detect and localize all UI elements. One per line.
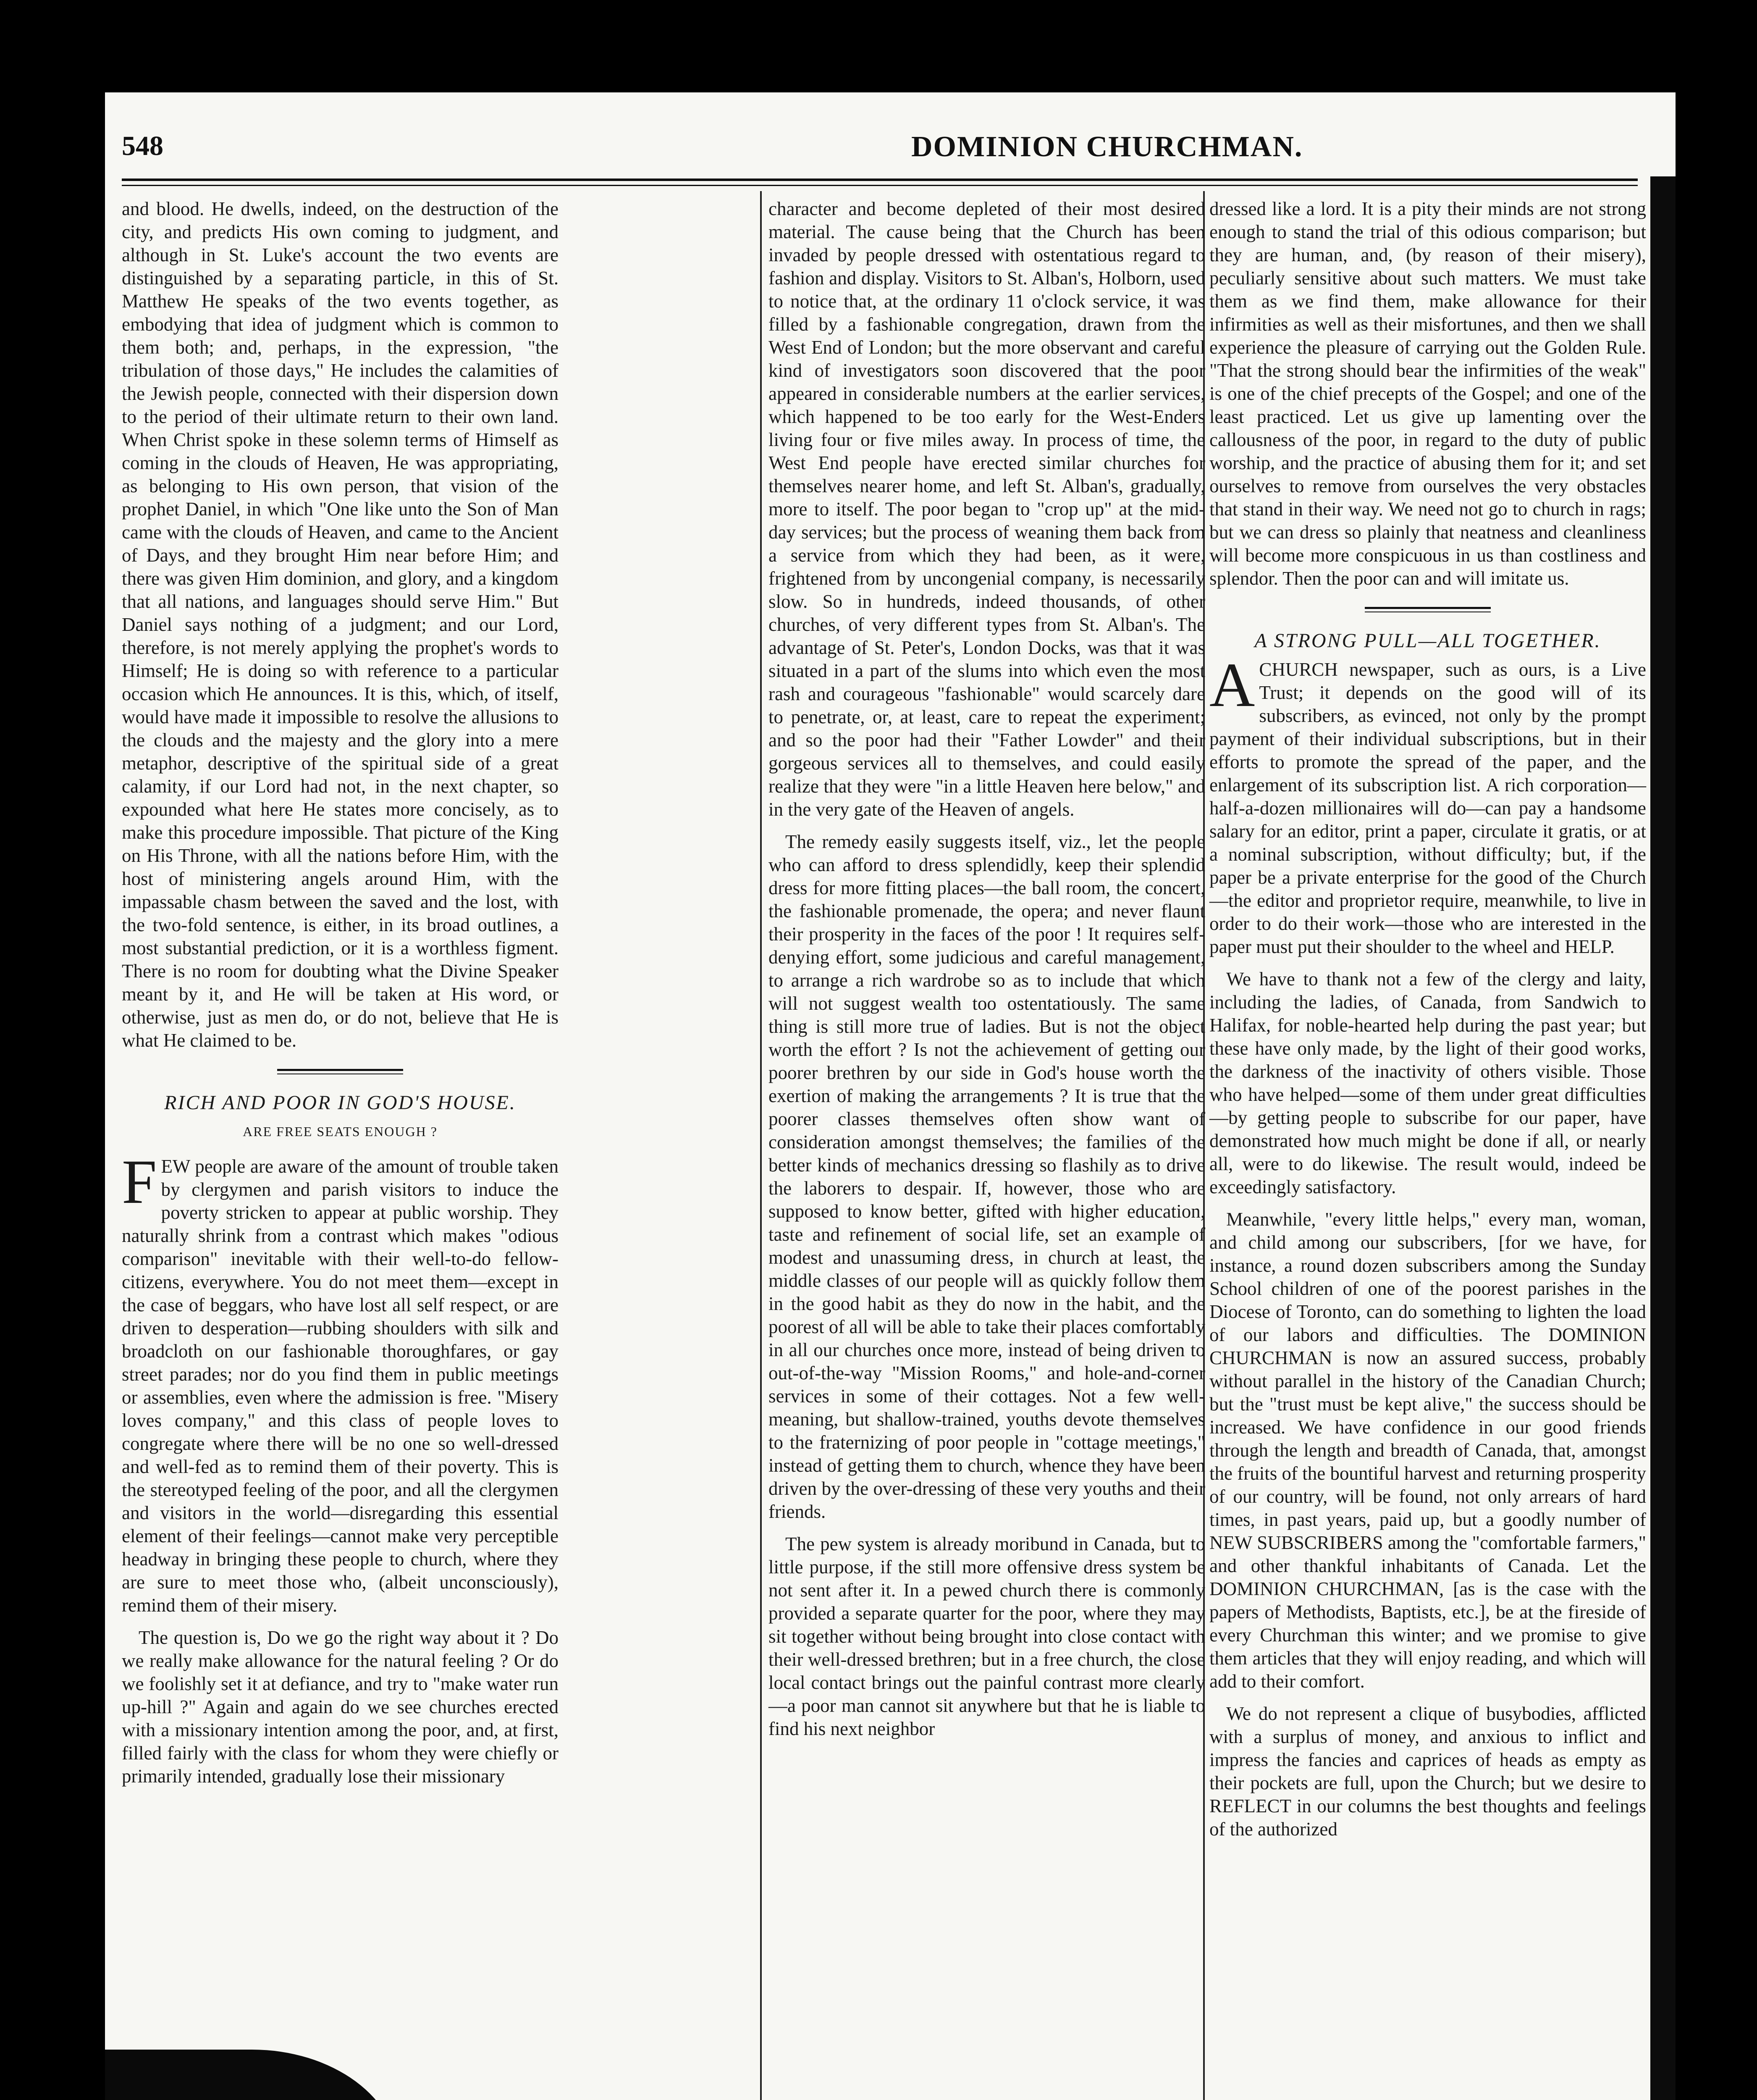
article-heading-strong-pull: A STRONG PULL—ALL TOGETHER. bbox=[1254, 630, 1601, 652]
newspaper-page bbox=[105, 92, 1676, 2100]
col1-paragraph-2 bbox=[122, 1147, 559, 1617]
column-rule-1 bbox=[760, 191, 762, 2100]
column-3 bbox=[1209, 197, 1646, 1850]
col2-paragraph-3: The pew system is already moribund in Canada, but to little purpose, if the still more offensive dress system be not sent after it. In a pewed church there is commonly provided a separate quarter for the poor, where they may sit together without being brought into close contact with their well-dressed brethren; but in a free church, the close local contact brings out the painful contrast more clearly—a poor man cannot sit anywhere but that he is liable to find his next neighbor bbox=[768, 1533, 1205, 1739]
col2-paragraph-1: character and become depleted of their most desired material. The cause being that the Church has been invaded by people dressed with ostentatious regard to fashion and display. Visitors to St. Alban's, Holborn, used to notice that, at the ordinary 11 o'clock service, it was filled by a fashionable congregation, drawn from the West End of London; but the more observant and careful kind of investigators soon discovered that the poor appeared in considerable numbers at the earlier services, which happened to be too early for the West-Enders living four or five miles away. In process of time, the West End people have erected similar churches for themselves nearer home, and left St. Alban's, gradually, more to itself. The poor began to "crop up" at the mid-day services; but the process of weaning them back from a service from which they had been, as it were, frightened from by uncongenial company, is necessarily slow. So in hundreds, indeed thousands, of other churches, of very different types from St. Alban's. The advantage of St. Peter's, London Docks, was that it was situated in a part of the slums into which even the most rash and courageous "fashionable" would scarcely dare to penetrate, or, at least, care to repeat the experiment; and so the poor had their "Father Lowder" and their gorgeous services all to themselves, and could easily realize that they were "in a little Heaven here below," and in the very gate of the Heaven of angels. bbox=[768, 198, 1205, 820]
header-rule bbox=[122, 178, 1638, 181]
col3-paragraph-1: dressed like a lord. It is a pity their minds are not strong enough to stand the trial of this odious comparison; but they are human, and, (by reason of their misery), peculiarly sensitive about such matters. We must take them as we find them, make allowance for their infirmities as well as their misfortunes, and then we shall experience the pleasure of carrying out the Golden Rule. "That the strong should bear the infirmities of the weak" is one of the chief precepts of the Gospel; and one of the least practiced. Let us give up lamenting over the callousness of the poor, in regard to the duty of public worship, and the practice of abusing them for it; and set ourselves to remove from ourselves the very obstacles that stand in their way. We need not go to church in rags; but we can dress so plainly that neatness and cleanliness will become more conspicuous in us than costliness and splendor. Then the poor can and will imitate us. bbox=[1209, 198, 1646, 589]
masthead: DOMINION CHURCHMAN. bbox=[911, 131, 1303, 163]
page-gutter-shadow bbox=[1650, 176, 1676, 2100]
column-1 bbox=[122, 197, 559, 1797]
page-number: 548 bbox=[122, 131, 163, 161]
col1-paragraph-1: and blood. He dwells, indeed, on the destruction of the city, and predicts His own coming to judgment, and although in St. Luke's account the two events are distinguished by a separating particle, in this of St. Matthew He speaks of the two events together, as embodying that idea of judgment which is common to them both; and, perhaps, in the expression, "the tribulation of those days," He includes the calamities of the Jewish people, connected with their dispersion down to the period of their ultimate return to their own land. When Christ spoke in these solemn terms of Himself as coming in the clouds of Heaven, He was appropriating, as belonging to His own person, that vision of the prophet Daniel, in which "One like unto the Son of Man came with the clouds of Heaven, and came to the Ancient of Days, and they brought Him near before Him; and there was given Him dominion, and glory, and a kingdom that all nations, and languages should serve Him." But Daniel says nothing of a judgment; and our Lord, therefore, is not merely applying the prophet's words to Himself; He is doing so with reference to a particular occasion which He announces. It is this, which, of itself, would have made it impossible to resolve the allusions to the clouds and the majesty and the glory into a mere metaphor, descriptive of the spiritual side of a great calamity, if our Lord had not, in the next chapter, so expounded what here He states more concisely, as to make this procedure impossible. That picture of the King on His Throne, with all the nations before Him, with the host of ministering angels around Him, with the impassable chasm between the saved and the lost, with the two-fold sentence, is either, in its broad outlines, a most substantial prediction, or it is a worthless figment. There is no room for doubting what the Divine Speaker meant by it, and He will be taken at His word, or otherwise, just as men do, or do not, believe that He is what He claimed to be. bbox=[122, 198, 559, 1051]
drop-cap: F bbox=[122, 1147, 157, 1217]
section-separator bbox=[277, 1069, 403, 1074]
drop-cap-2: A bbox=[1209, 650, 1255, 720]
page-header bbox=[122, 130, 1638, 181]
article-subheading: ARE FREE SEATS ENOUGH ? bbox=[243, 1124, 438, 1139]
col1-paragraph-2-text: EW people are aware of the amount of trouble taken by clergymen and parish visitors to induce the poverty stricken to appear at public worship. They naturally shrink from a contrast which makes "odious comparison" inevitable with their well-to-do fellow-citizens, everywhere. You do not meet them—except in the case of beggars, who have lost all self respect, or are driven to desperation—rubbing shoulders with silk and broadcloth on our fashionable thoroughfares, or gay street parades; nor do you find them in public meetings or assemblies, even where the admission is free. "Misery loves company," and this class of people loves to congregate where there will be no one so well-dressed and well-fed as to remind them of their poverty. This is the stereotyped feeling of the poor, and all the clergymen and visitors in the world—disregarding this essential element of their feelings—cannot make very perceptible headway in bringing these people to church, where they are sure to meet those who, (albeit unconsciously), remind them of their misery. bbox=[122, 1156, 559, 1616]
section-separator-2 bbox=[1365, 607, 1491, 612]
col2-paragraph-2: The remedy easily suggests itself, viz., let the people who can afford to dress splendidly, keep their splendid dress for more fitting places—the ball room, the concert, the fashionable promenade, the opera; and never flaunt their prosperity in the faces of the poor ! It requires self-denying effort, some judicious and careful management, to arrange a rich wardrobe so as to include that which will not suggest wealth too ostentatiously. The same thing is still more true of ladies. But is not the object worth the effort ? Is not the achievement of getting our poorer brethren by our side in God's house worth the exertion of making the arrangements ? It is true that the poorer classes themselves often show want of consideration amongst themselves; the families of the better kinds of mechanics dressing so flashily as to drive the laborers to despair. If, however, those who are supposed to know better, gifted with higher education, taste and refinement of social life, set an example of modest and unassuming dress, in church at least, the middle classes of our people will as quickly follow them in the good habit as they do now in the habit, and the poorest of all will be able to take their places comfortably in all our churches once more, instead of being driven to out-of-the-way "Mission Rooms," and hole-and-corner services in some of their cottages. Not a few well-meaning, but shallow-trained, youths devote themselves to the fraternizing of poor people in "cottage meetings," instead of getting them to church, whence they have been driven by the over-dressing of these very youths and their friends. bbox=[768, 831, 1205, 1522]
col1-paragraph-3: The question is, Do we go the right way about it ? Do we really make allowance for the natural feeling ? Or do we foolishly set it at defiance, and try to "make water run up-hill ?" Again and again do we see churches erected with a missionary intention among the poor, and, at first, filled fairly with the class for whom they were chiefly or primarily intended, gradually lose their missionary bbox=[122, 1627, 559, 1787]
scan-margin-left bbox=[0, 0, 105, 2100]
col3-paragraph-3: We have to thank not a few of the clergy and laity, including the ladies, of Canada, from Sandwich to Halifax, for noble-hearted help during the past year; but these have only made, by the light of their good works, the darkness of the inactivity of others visible. Those who have helped—some of them under great difficulties—by getting people to subscribe for our paper, have demonstrated how much might be done if all, or nearly all, were to do likewise. The result would, indeed be exceedingly satisfactory. bbox=[1209, 969, 1646, 1197]
col3-paragraph-4: Meanwhile, "every little helps," every man, woman, and child among our subscribers, [for we have, for instance, a round dozen subscribers among the Sunday School children of one of the poorest parishes in the Diocese of Toronto, can do something to lighten the load of our labors and difficulties. The DOMINION CHURCHMAN is now an assured success, probably without parallel in the history of the Canadian Church; but the "trust must be kept alive," the success should be increased. We have confidence in our good friends through the length and breadth of Canada, that, amongst the fruits of the bountiful harvest and returning prosperity of our country, will be found, not only arrears of hard times, in past years, paid up, but a goodly number of NEW SUBSCRIBERS among the "comfortable farmers," and other thankful inhabitants of Canada. Let the DOMINION CHURCHMAN, [as is the case with the papers of Methodists, Baptists, etc.], be at the fireside of every Churchman this winter; and we promise to give them articles that they will enjoy reading, and which will add to their comfort. bbox=[1209, 1209, 1646, 1692]
column-2 bbox=[768, 197, 1205, 1750]
header-rule-thin bbox=[122, 185, 1638, 186]
col3-paragraph-2-text: CHURCH newspaper, such as ours, is a Live Trust; it depends on the good will of its subscribers, as evinced, not only by the prompt payment of their individual subscriptions, but in their efforts to promote the spread of the paper, and the enlargement of its subscription list. A rich corporation—half-a-dozen millionaires will do—can pay a handsome salary for an editor, print a paper, circulate it gratis, or at a nominal subscription, without difficulty; but, if the paper be a private enterprise for the good of the Church—the editor and proprietor require, meanwhile, to live in order to do their work—those who are interested in the paper must put their shoulder to the wheel and HELP. bbox=[1209, 659, 1646, 957]
col3-paragraph-2 bbox=[1209, 650, 1646, 958]
article-heading-rich-and-poor: RICH AND POOR IN GOD'S HOUSE. bbox=[164, 1092, 516, 1114]
col3-paragraph-5: We do not represent a clique of busybodies, afflicted with a surplus of money, and anxious to inflict and impress the fancies and caprices of heads as empty as their pockets are full, upon the Church; but we desire to REFLECT in our columns the best thoughts and feelings of the authorized bbox=[1209, 1703, 1646, 1840]
